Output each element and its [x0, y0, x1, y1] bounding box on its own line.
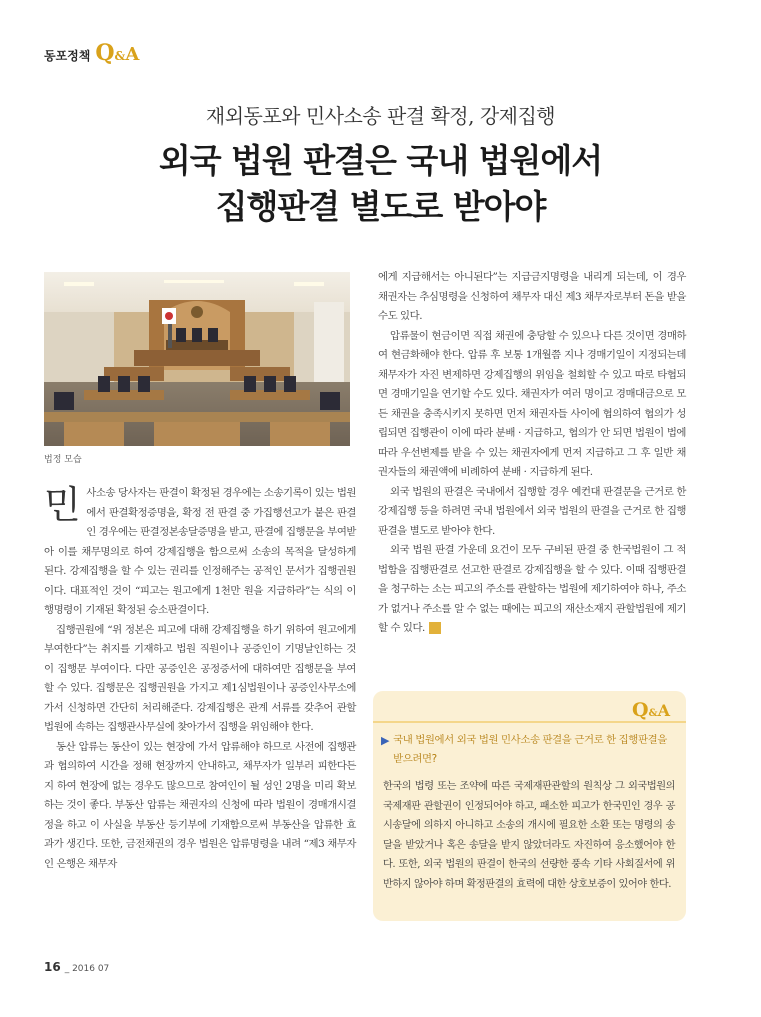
qa-answer: 한국의 법령 또는 조약에 따른 국제재판관할의 원칙상 그 외국법원의 국제재판 관할권이 인정되어야 하고, 패소한 피고가 한국민인 경우 공시송달에 의하지 아니하고 소송의 개시에 필요한 소환 또는 명령의 송달을 받았거나 혹은 송달을 받지 않았더라도 자진하여 응소했어야 한다. 또한, 외국 법원의 판결이 한국의 선량한 풍속 기타 사회질서에 위반하지 않아야 하며 확정판결의 효력에 대한 상호보증이 있어야 한다. [383, 781, 675, 890]
paragraph: 동산 압류는 동산이 있는 현장에 가서 압류해야 하므로 사전에 집행관과 협의하여 시간을 정해 현장까지 안내하고, 채무자가 일부러 피한다든지 하여 현장에 없는 경우도 많으므로 참여인이 될 성인 2명을 미리 확보하는 것이 좋다. 부동산 압류는 채권자의 신청에 따라 법원이 경매개시결정을 하고 이 사실을 부동산 등기부에 기재함으로써 부동산을 압류한 효과가 생긴다. 또한, 금전채권의 경우 법원은 압류명령을 내려 “제3 채무자인 은행은 채무자 [44, 740, 356, 870]
paragraph: 집행권원에 “위 정본은 피고에 대해 강제집행을 하기 위하여 원고에게 부여한다”는 취지를 기재하고 법원 직원이나 공증인이 기명날인하는 것이 집행문 부여이다. 다만 공증인은 공정증서에 대하여만 집행문을 부여할 수 있다. 집행문은 집행권원을 가지고 제1심법원이나 공증인사무소에 가서 신청하면 간단히 처리해준다. 강제집행은 관계 서류를 갖추어 관할법원에 속하는 집행관사무실에 찾아가서 집행을 위임해야 한다. [44, 623, 356, 733]
page-number: 16 [44, 960, 61, 974]
article-left-column [44, 484, 356, 874]
section-label [44, 40, 139, 66]
paragraph: 에게 지급해서는 아니된다”는 지급금지명령을 내리게 되는데, 이 경우 채권자는 추심명령을 신청하여 채무자 대신 제3 채무자로부터 돈을 받을 수도 있다. [378, 271, 686, 322]
page-footer [44, 960, 109, 974]
qa-question [381, 731, 671, 769]
drop-cap: 민 [44, 483, 81, 527]
paragraph: 외국 법원 판결 가운데 요건이 모두 구비된 판결 중 한국법원이 그 적법함을 집행판결로 선고한 판결로 강제집행을 할 수 있다. 이때 집행판결을 청구하는 소는 피고의 주소를 관할하는 법원에 제기하여야 하나, 주소가 없거나 주소를 알 수 없는 때에는 피고의 재산소재지 관할법원에 제기할 수 있다. 끝 [378, 544, 686, 634]
end-mark-icon: 끝 [429, 622, 441, 634]
qa-divider [373, 721, 686, 723]
photo-caption: 법정 모습 [44, 455, 82, 465]
article-subtitle: 재외동포와 민사소송 판결 확정, 강제집행 [205, 104, 556, 128]
title-line-1: 외국 법원 판결은 국내 법원에서 [158, 141, 603, 180]
article-right-column [378, 268, 686, 639]
article-title [0, 138, 761, 230]
qa-logo: Q&A [95, 40, 140, 66]
paragraph: 외국 법원의 판결은 국내에서 집행할 경우 예컨대 판결문을 근거로 한 강제집행 등을 하려면 국내 법원에서 외국 법원의 판결을 근거로 한 집행판결을 별도로 받아야 한다. [378, 485, 686, 537]
qa-box [373, 691, 686, 921]
qa-question-text: 국내 법원에서 외국 법원 민사소송 판결을 근거로 한 집행판결을 받으려면? [393, 734, 667, 765]
paragraph: 압류물이 현금이면 직접 채권에 충당할 수 있으나 다른 것이면 경매하여 현금화해야 한다. 압류 후 보통 1개월쯤 지나 경매기일이 지정되는데 채무자가 자진 변제하면 강제집행의 위임을 철회할 수 있고 따로 타협되면 경매기일을 연기할 수도 있다. 채권자가 여러 명이고 경매대금으로 모든 채권을 충족시키지 못하면 먼저 채권자들 사이에 협의하여 협의가 성립되면 집행관이 이에 따라 분배 · 지급하고, 협의가 안 되면 법원이 법에 따라 우선변제를 받을 수 있는 채권자에게 먼저 지급하고 그 후 일반 채권자들의 채권액에 비례하여 분배 · 지급하게 된다. [378, 329, 686, 478]
title-line-2: 집행판결 별도로 받아야 [215, 187, 546, 226]
section-name: 동포정책 [44, 49, 91, 63]
triangle-right-icon: ▶ [381, 734, 390, 747]
paragraph: 민사소송 당사자는 판결이 확정된 경우에는 소송기록이 있는 법원에서 판결확정증명을, 확정 전 판결 중 가집행선고가 붙은 판결인 경우에는 판결정본송달증명을 받고, 판결에 집행문을 부여받아 이를 채무명의로 하여 강제집행을 함으로써 소송의 목적을 달성하게 된다. 강제집행을 할 수 있는 권리를 인정해주는 공적인 문서가 집행권원이다. 대표적인 것이 “피고는 원고에게 1천만 원을 지급하라”는 식의 이행명령이 기재된 확정된 승소판결이다. [44, 483, 356, 616]
issue-date: _ 2016 07 [64, 964, 110, 974]
courtroom-photo [44, 272, 350, 446]
qa-box-logo: Q&A [631, 699, 670, 721]
